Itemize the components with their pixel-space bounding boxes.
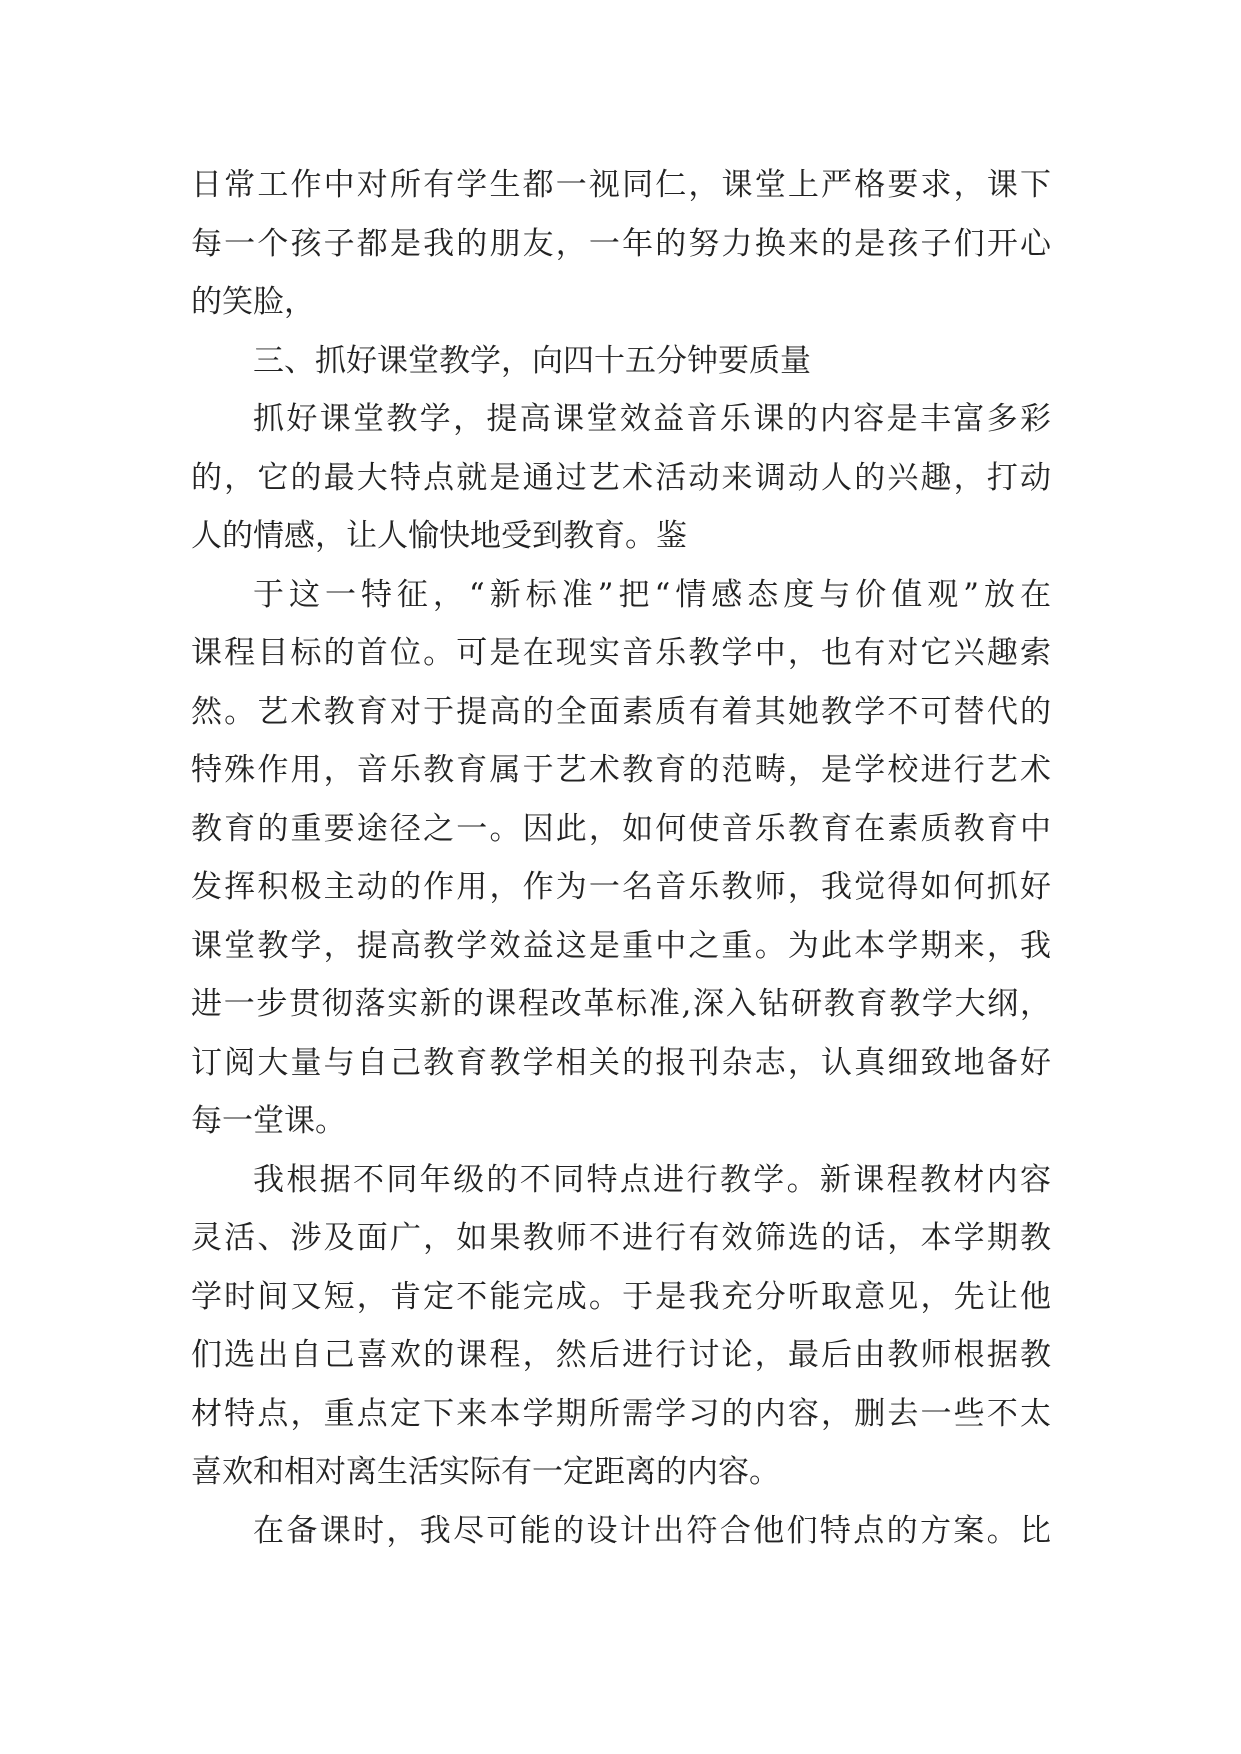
text-line: 课堂教学，提高教学效益这是重中之重。为此本学期来，我 [191, 927, 1051, 964]
text-line: 订阅大量与自己教育教学相关的报刊杂志，认真细致地备好 [191, 1044, 1051, 1081]
text-line: 灵活、涉及面广，如果教师不进行有效筛选的话，本学期教 [191, 1220, 1051, 1256]
text-line: 人的情感，让人愉快地受到教育。鉴 [191, 518, 687, 554]
text-line: 然。艺术教育对于提高的全面素质有着其她教学不可替代的 [191, 693, 1051, 730]
text-line: 课程目标的首位。可是在现实音乐教学中，也有对它兴趣索 [191, 635, 1051, 671]
text-line: 的笑脸， [191, 284, 315, 320]
text-line: 抓好课堂教学，提高课堂效益音乐课的内容是丰富多彩 [253, 401, 1051, 437]
text-line: 每一个孩子都是我的朋友，一年的努力换来的是孩子们开心 [191, 225, 1051, 262]
text-line: 学时间又短，肯定不能完成。于是我充分听取意见，先让他 [191, 1278, 1051, 1315]
text-line: 在备课时，我尽可能的设计出符合他们特点的方案。比 [253, 1512, 1051, 1549]
text-line: 教育的重要途径之一。因此，如何使音乐教育在素质教育中 [191, 810, 1051, 847]
text-line: 每一堂课。 [191, 1103, 346, 1139]
text-line: 喜欢和相对离生活实际有一定距离的内容。 [191, 1454, 780, 1490]
text-line: 材特点，重点定下来本学期所需学习的内容，删去一些不太 [191, 1395, 1051, 1432]
text-line: 发挥积极主动的作用，作为一名音乐教师，我觉得如何抓好 [191, 869, 1051, 905]
text-line: 特殊作用，音乐教育属于艺术教育的范畴，是学校进行艺术 [191, 752, 1051, 788]
section-heading: 三、抓好课堂教学，向四十五分钟要质量 [253, 342, 811, 379]
text-line: 日常工作中对所有学生都一视同仁，课堂上严格要求，课下 [191, 167, 1051, 203]
body-text [191, 156, 1051, 1560]
text-line: 进一步贯彻落实新的课程改革标准,深入钻研教育教学大纲， [191, 986, 1051, 1022]
text-line: 的，它的最大特点就是通过艺术活动来调动人的兴趣，打动 [191, 459, 1051, 496]
text-line: 于这一特征，“新标准”把“情感态度与价值观”放在 [253, 576, 1051, 613]
text-line: 们选出自己喜欢的课程，然后进行讨论，最后由教师根据教 [191, 1337, 1051, 1373]
text-line: 我根据不同年级的不同特点进行教学。新课程教材内容 [253, 1161, 1051, 1198]
